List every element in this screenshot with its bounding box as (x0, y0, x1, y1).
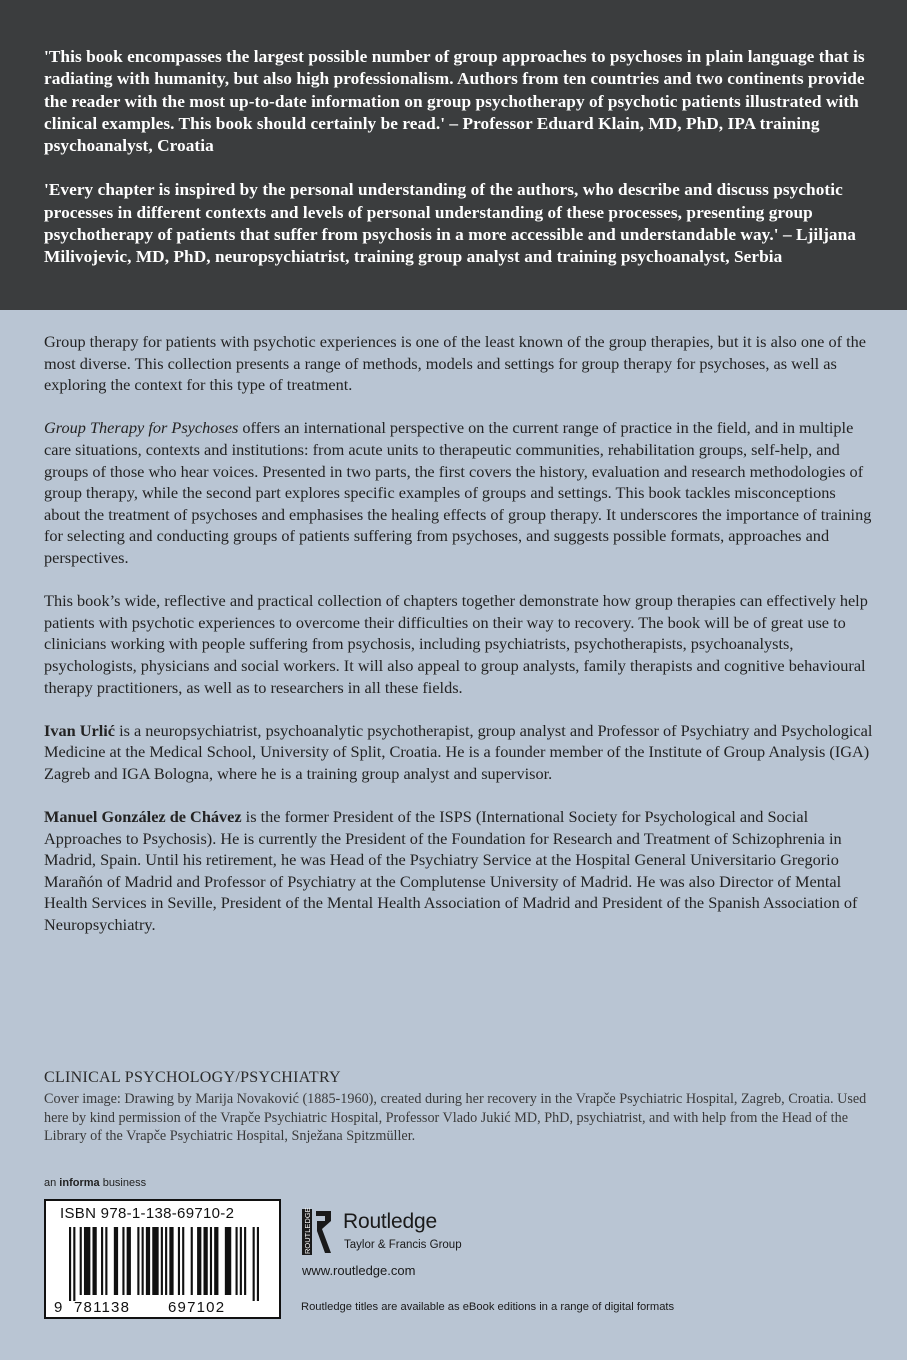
isbn-digit-group: 697102 (168, 1299, 226, 1316)
description-text: offers an international perspective on the current range of practice in the field, and in multiple care situations, contexts and institutions: from acute units to therapeutic communities, rehabilitation groups, self-help, and groups of those who hear voices. Presented in two parts, the first covers the history, evaluation and research methodologies of group therapy, while the second part explores specific examples of groups and settings. This book tackles misconceptions about the treatment of psychoses and emphasises the healing effects of group therapy. It underscores the importance of training for selecting and conducting groups of patients suffering from psychoses, and suggests possible formats, approaches and perspectives. (44, 418, 872, 567)
barcode-bar (137, 1227, 139, 1295)
isbn-label: ISBN 978-1-138-69710-2 (60, 1205, 235, 1222)
publisher-group: Taylor & Francis Group (344, 1239, 462, 1251)
isbn-barcode (44, 1199, 281, 1319)
author-bio (44, 806, 874, 936)
barcode-bar (146, 1227, 150, 1295)
cover-image-credit: Cover image: Drawing by Marija Novaković (1885-1960), created during her recovery in the Vrapče Psychiatric Hospital, Zagreb, Croatia. Used here by kind permission of the Vrapče Psychiatric Hospital, Professor Vlado Jukić MD, PhD, psychiatrist, and with help from the Head of the Library of the Vrapče Psychiatric Hospital, Snježana Spitzmüller. (44, 1091, 867, 1144)
informa-brand: informa (59, 1177, 100, 1189)
barcode-bar (240, 1227, 242, 1295)
isbn-digits (50, 1299, 276, 1317)
ebook-note: Routledge titles are available as eBook editions in a range of digital formats (301, 1301, 675, 1313)
barcode-bar (101, 1227, 103, 1295)
subject-category: CLINICAL PSYCHOLOGY/PSYCHIATRY (44, 1069, 341, 1086)
barcode-bar (127, 1227, 131, 1295)
barcode-bar (142, 1227, 144, 1295)
logo-text: ROUTLEDGE (303, 1207, 312, 1254)
barcode-bar (253, 1227, 255, 1301)
barcode-bar (92, 1227, 96, 1295)
barcode-bar (203, 1227, 207, 1295)
barcode-bar (197, 1227, 201, 1295)
book-title-italic: Group Therapy for Psychoses (44, 418, 239, 438)
book-description (44, 331, 874, 957)
description-paragraph: Group therapy for patients with psychotic experiences is one of the least known of the group therapies, but it is also one of the most diverse. This collection presents a range of methods, models and settings for group therapy for psychoses, as well as exploring the context for this type of treatment. (44, 332, 866, 395)
informa-suffix: business (99, 1177, 147, 1189)
informa-prefix: an (44, 1177, 60, 1189)
endorsements-band (0, 0, 907, 310)
barcode-bar (214, 1227, 218, 1295)
barcode-bar (257, 1227, 259, 1301)
endorsement-quote: 'This book encompasses the largest possible number of group approaches to psychoses in plain language that is radiating with humanity, but also high professionalism. Authors from ten countries and two continents provide the reader with the most up-to-date information on group psychotherapy of psychotic patients illustrated with clinical examples. This book should certainly be read.' – Professor Eduard Klain, MD, PhD, IPA training psychoanalyst, Croatia (44, 47, 865, 156)
barcode-bar (122, 1227, 124, 1295)
barcode-bar (161, 1227, 163, 1295)
description-paragraph (44, 417, 874, 568)
barcode-bar (80, 1227, 82, 1295)
author-name: Manuel González de Chávez (44, 807, 242, 827)
barcode-bar (210, 1227, 212, 1295)
barcode-bar (178, 1227, 180, 1295)
barcode-bars (69, 1227, 259, 1301)
barcode-bar (182, 1227, 184, 1295)
barcode-bar (169, 1227, 173, 1295)
informa-tagline (44, 1177, 146, 1189)
barcode-bar (152, 1227, 158, 1295)
author-bio (44, 720, 874, 785)
author-bio-text: is a neuropsychiatrist, psychoanalytic psychotherapist, group analyst and Professor of Psychiatry and Psychological Medicine at the Medical School, University of Split, Croatia. He is a founder member of the Institute of Group Analysis (IGA) Zagreb and IGA Bologna, where he is a training group analyst and supervisor. (44, 720, 873, 783)
isbn-lead-digit: 9 (54, 1299, 63, 1316)
description-paragraph: This book’s wide, reflective and practical collection of chapters together demonstrate how group therapies can effectively help patients with psychotic experiences to overcome their difficulties on their way to recovery. The book will be of great use to clinicians working with people suffering from psychosis, including psychiatrists, psychotherapists, psychoanalysts, psychologists, physicians and social workers. It will also appeal to group analysts, family therapists and cognitive behavioural therapy practitioners, as well as to researchers in all these fields. (44, 591, 868, 697)
barcode-bar (69, 1227, 71, 1301)
barcode-bar (165, 1227, 167, 1295)
barcode-bar (84, 1227, 90, 1295)
author-bio-text: is the former President of the ISPS (International Society for Psychological and Social Approaches to Psychosis). He is currently the President of the Foundation for Research and Treatment of Schizophrenia in Madrid, Spain. Until his retirement, he was Head of the Psychiatry Service at the Hospital General Universitario Gregorio Marañón of Madrid and Professor of Psychiatry at the Complutense University of Madrid. He was also Director of Mental Health Services in Seville, President of the Mental Health Association of Madrid and President of the Spanish Association of Neuropsychiatry. (44, 807, 858, 935)
endorsement-quote: 'Every chapter is inspired by the personal understanding of the authors, who describe and discuss psychotic processes in different contexts and levels of personal understanding of these processes, presenting group psychotherapy of patients that suffer from psychosis in a more accessible and understandable way.' – Ljiljana Milivojevic, MD, PhD, neuropsychiatrist, training group analyst and training psychoanalyst, Serbia (44, 180, 856, 267)
isbn-digit-group: 781138 (74, 1299, 131, 1316)
barcode-bar (236, 1227, 238, 1295)
barcode-bar (114, 1227, 118, 1295)
author-name: Ivan Urlić (44, 720, 115, 740)
barcode-bar (73, 1227, 75, 1301)
barcode-bar (105, 1227, 107, 1295)
barcode-bar (191, 1227, 193, 1295)
publisher-name: Routledge (343, 1210, 437, 1233)
barcode-bar (225, 1227, 231, 1295)
barcode-bar (244, 1227, 246, 1295)
publisher-url[interactable]: www.routledge.com (302, 1263, 416, 1278)
routledge-logo-icon (301, 1207, 335, 1257)
